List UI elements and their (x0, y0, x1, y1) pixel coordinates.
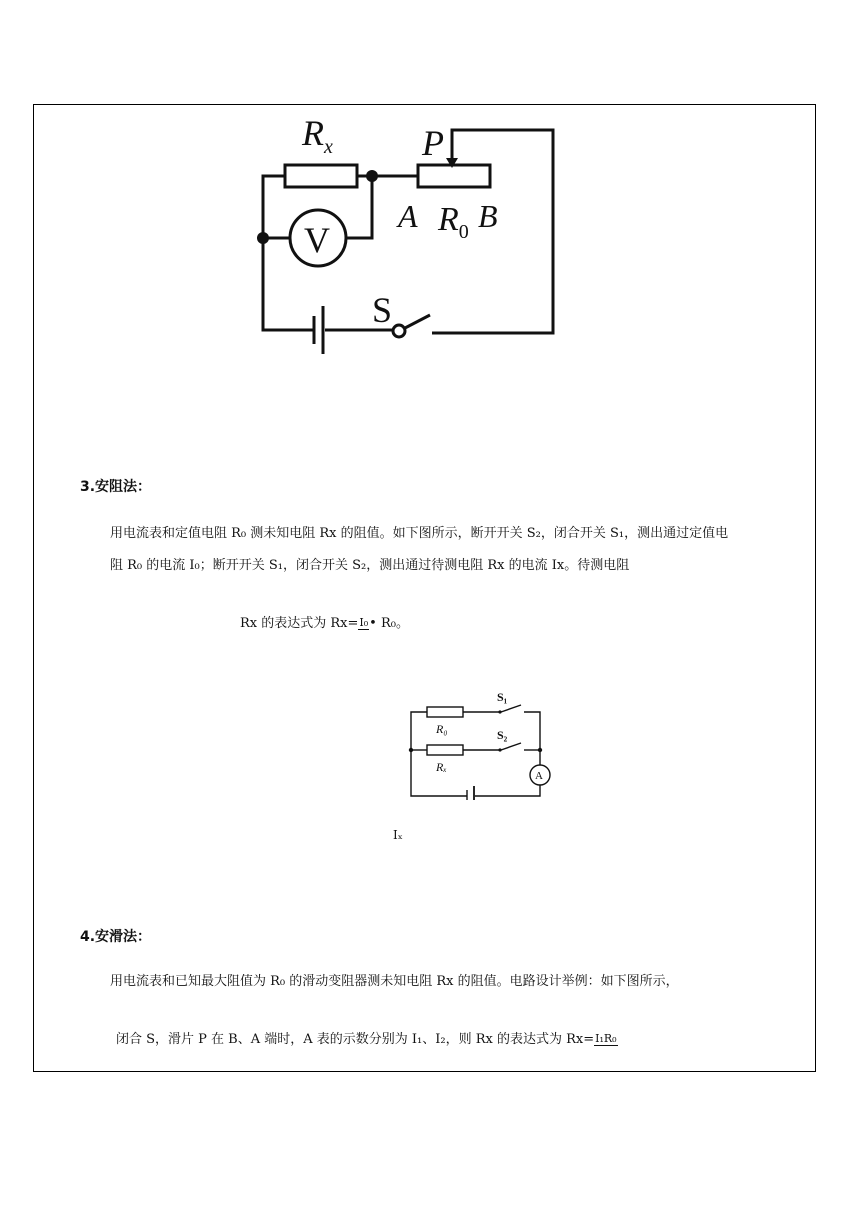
section-3-formula (240, 614, 409, 634)
label-a: A (398, 198, 418, 234)
formula-denominator-fragment: Iₓ (393, 828, 403, 842)
switch-s1-pivot (498, 710, 501, 713)
switch-pivot (393, 325, 405, 337)
junction-dot (257, 232, 269, 244)
label-rx: $R_x$ (302, 113, 333, 158)
label-s: S (372, 290, 393, 330)
resistor-r0 (427, 707, 463, 717)
section-4-line-2-text: 闭合 S，滑片 P 在 B、A 端时，A 表的示数分别为 I₁、I₂，则 Rx 的表达式为 Rx= (116, 1032, 595, 1047)
label-v: V (304, 220, 330, 260)
formula-numerator: I₁R₀ (595, 1032, 617, 1045)
section-4-line-1: 用电流表和已知最大阻值为 R₀ 的滑动变阻器测未知电阻 Rx 的阻值。电路设计举例：如下图所示， (110, 974, 679, 989)
formula-numerator: I₀ (359, 616, 369, 629)
resistor-rx (427, 745, 463, 755)
junction-dot (538, 748, 542, 752)
section-3-line-1: 用电流表和定值电阻 R₀ 测未知电阻 Rx 的阻值。如下图所示，断开开关 S₂，闭合开关 S₁，测出通过定值电 (110, 526, 729, 541)
formula-fraction (358, 617, 369, 630)
label-p: P (422, 123, 444, 163)
label-rx: Rₓ (436, 760, 447, 774)
junction-dot (366, 170, 378, 182)
rheostat-r0 (418, 165, 490, 187)
label-s1: S₁ (497, 690, 508, 704)
circuit-diagram-ammeter (400, 686, 560, 800)
formula-prefix: Rx 的表达式为 Rx= (240, 616, 359, 631)
section-4-heading: 4.安滑法： (80, 929, 152, 945)
label-s2: S₂ (497, 728, 508, 742)
label-b: B (478, 198, 498, 234)
section-3-heading: 3.安阻法： (80, 479, 152, 495)
section-4-line-2 (116, 1030, 618, 1050)
label-a: A (535, 770, 543, 782)
label-r0: R₀ (436, 722, 448, 736)
junction-dot (409, 748, 413, 752)
circuit-diagram-voltmeter (240, 108, 570, 360)
section-3-line-2: 阻 R₀ 的电流 I₀；断开开关 S₁，闭合开关 S₂，测出通过待测电阻 Rx 的电流 Ix。待测电阻 (110, 558, 630, 573)
label-r0: $R_0$ (438, 201, 469, 243)
resistor-rx (285, 165, 357, 187)
formula-suffix: • R₀。 (369, 616, 409, 631)
switch-s2-pivot (498, 748, 501, 751)
formula-fraction (594, 1033, 617, 1046)
